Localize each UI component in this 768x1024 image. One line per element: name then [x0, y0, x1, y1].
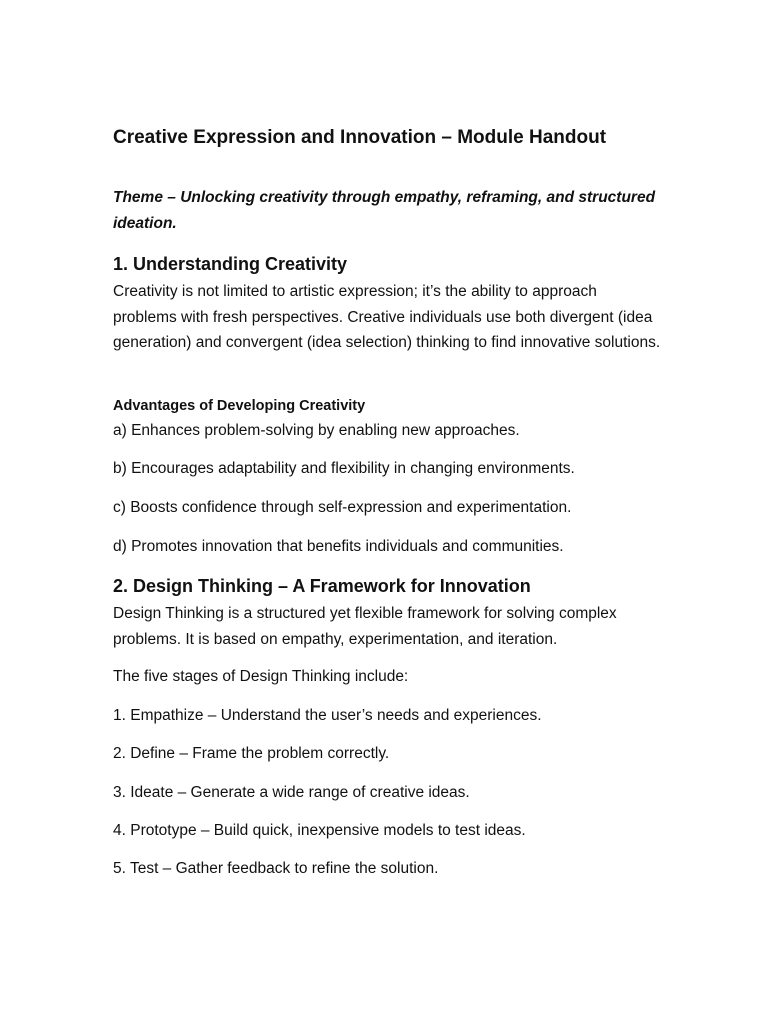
advantages-heading: Advantages of Developing Creativity — [113, 398, 366, 414]
stage-item: 4. Prototype – Build quick, inexpensive models to test ideas. — [113, 822, 526, 839]
stages-intro: The five stages of Design Thinking include: — [113, 668, 409, 685]
theme-statement: Theme – Unlocking creativity through empathy, reframing, and structured ideation. — [113, 189, 656, 232]
advantage-item: b) Encourages adaptability and flexibility in changing environments. — [113, 460, 575, 477]
stage-item: 2. Define – Frame the problem correctly. — [113, 745, 390, 762]
section-body-understanding-creativity: Creativity is not limited to artistic expression; it’s the ability to approach problems with fresh perspectives. Creative individuals use both divergent (idea generation) and convergent (idea selection) thinking to find innovative solutions. — [113, 283, 661, 351]
advantage-item: a) Enhances problem-solving by enabling new approaches. — [113, 422, 520, 439]
advantage-item: d) Promotes innovation that benefits individuals and communities. — [113, 538, 564, 555]
stage-item: 3. Ideate – Generate a wide range of creative ideas. — [113, 784, 470, 801]
stage-item: 1. Empathize – Understand the user’s needs and experiences. — [113, 707, 542, 724]
section-heading-design-thinking: 2. Design Thinking – A Framework for Innovation — [113, 576, 531, 596]
section-heading-understanding-creativity: 1. Understanding Creativity — [113, 254, 348, 274]
document-title: Creative Expression and Innovation – Module Handout — [113, 127, 607, 148]
section-body-design-thinking: Design Thinking is a structured yet flexible framework for solving complex problems. It is based on empathy, experimentation, and iteration. — [113, 605, 617, 648]
stage-item: 5. Test – Gather feedback to refine the solution. — [113, 860, 439, 877]
advantage-item: c) Boosts confidence through self-expression and experimentation. — [113, 499, 572, 516]
